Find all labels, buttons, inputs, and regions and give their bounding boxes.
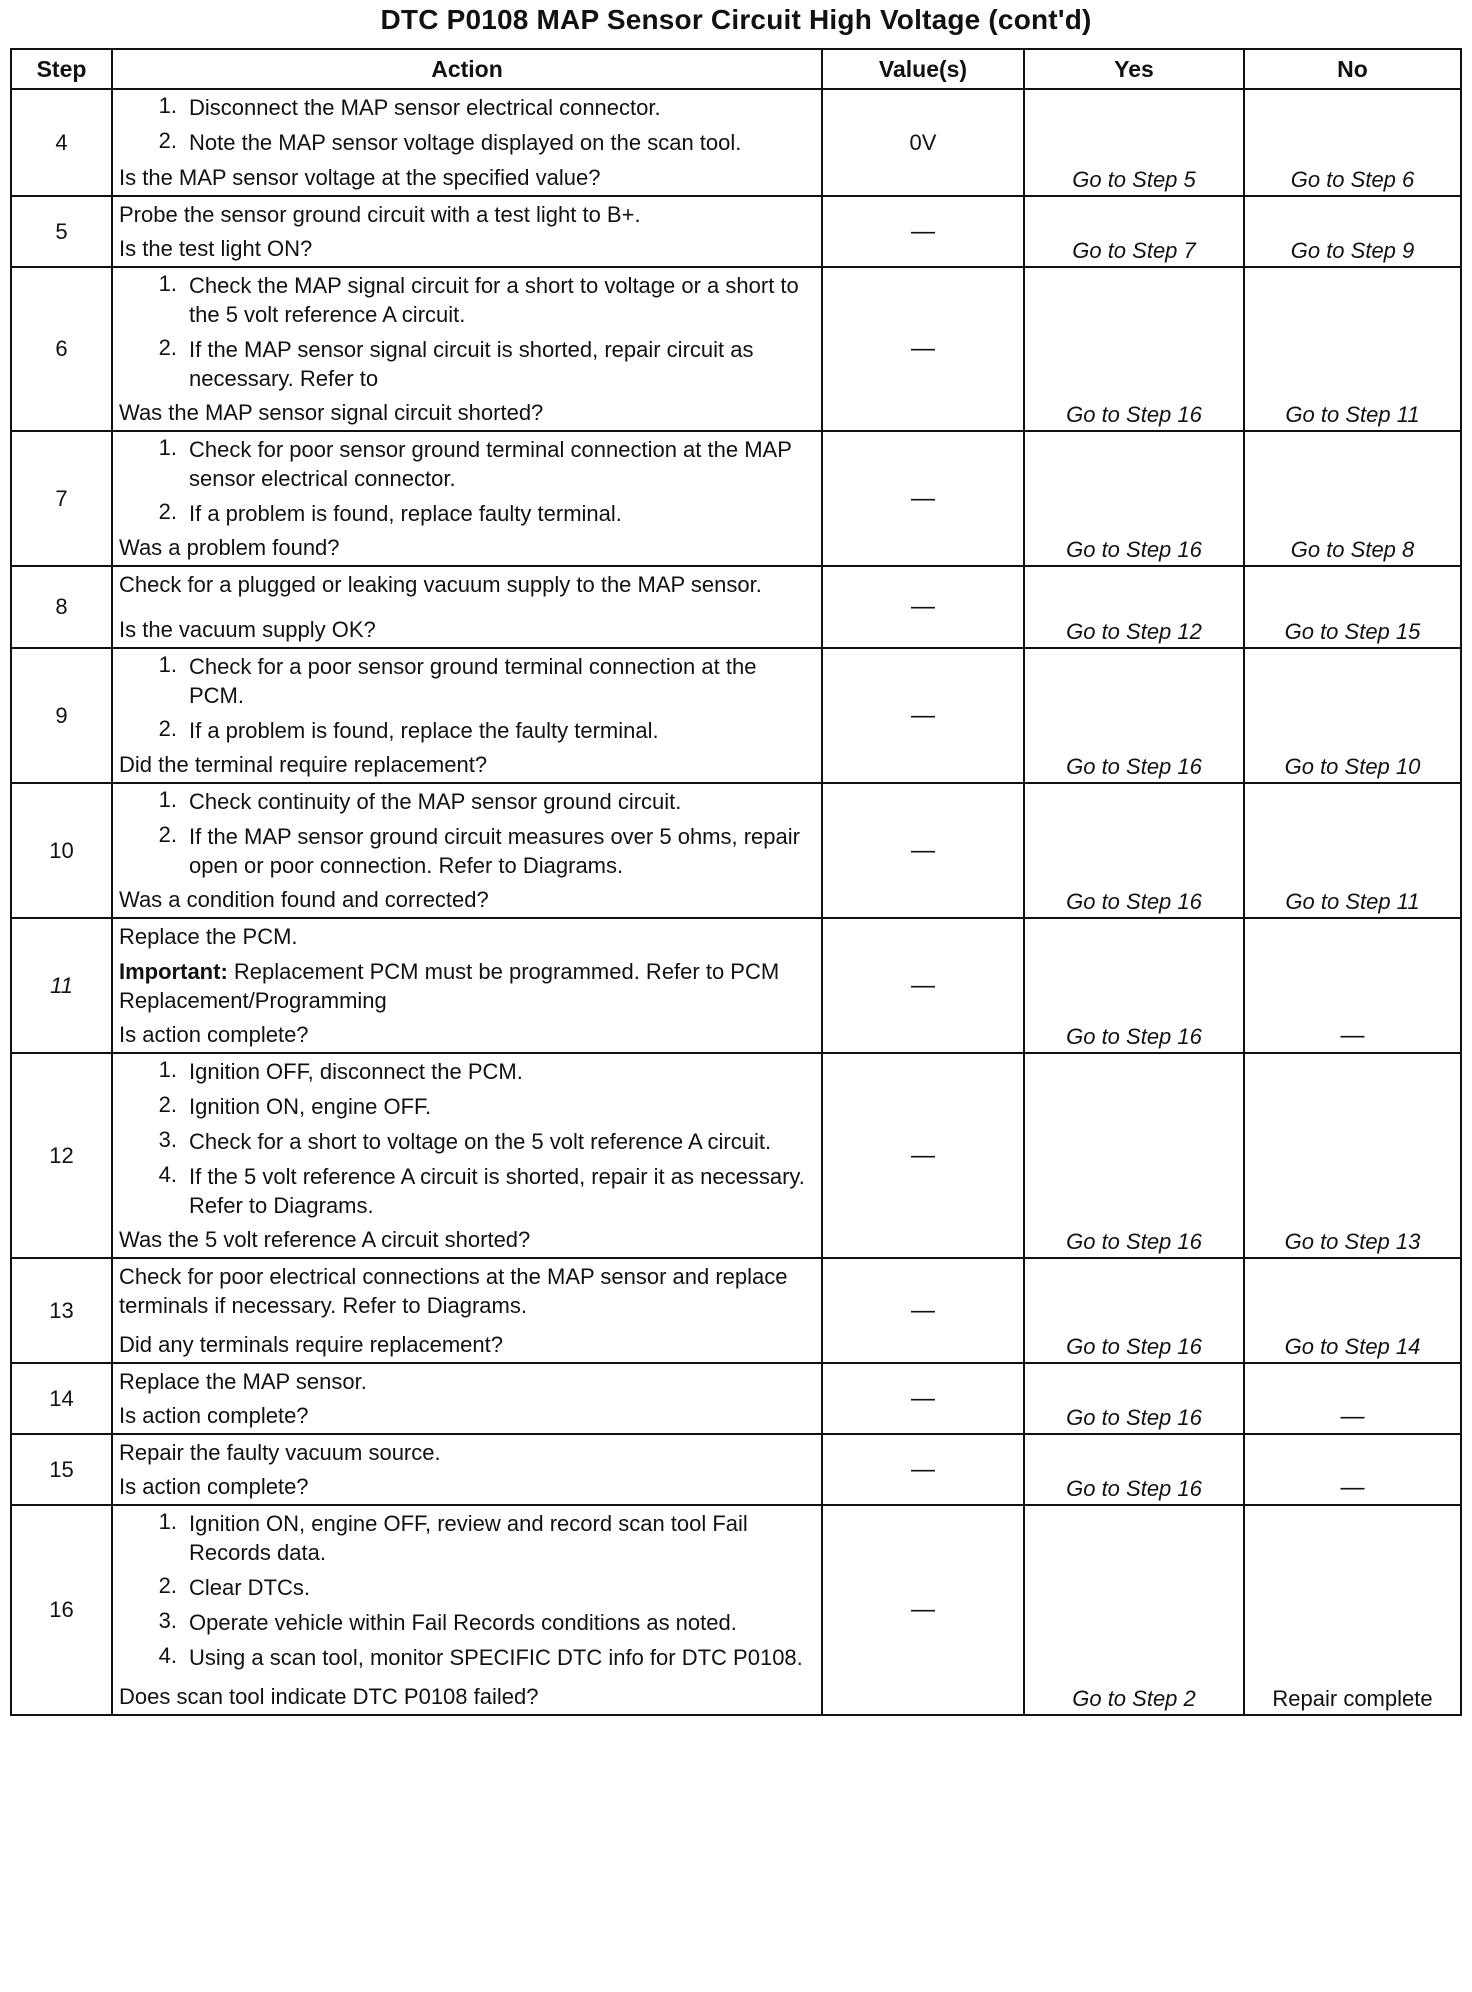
item-text: If the 5 volt reference A circuit is shorted, repair it as necessary. Refer to Diagrams.: [189, 1164, 805, 1218]
action-step-item: [119, 128, 815, 157]
item-number: 1.: [158, 652, 177, 677]
action-question: Did any terminals require replacement?: [119, 1332, 503, 1357]
value-cell: —: [822, 648, 1024, 783]
action-cell: [112, 1505, 822, 1715]
diagnostic-table: [10, 48, 1462, 1716]
yes-cell: Go to Step 7: [1024, 196, 1244, 267]
step-number: 11: [11, 918, 112, 1053]
action-text: Check for a plugged or leaking vacuum supply to the MAP sensor.: [119, 572, 762, 597]
item-number: 1.: [158, 1057, 177, 1082]
item-number: 2.: [158, 128, 177, 153]
item-text: Disconnect the MAP sensor electrical connector.: [189, 95, 661, 120]
header-row: [11, 49, 1461, 89]
header-action: Action: [112, 49, 822, 89]
item-number: 1.: [158, 787, 177, 812]
no-cell: Go to Step 9: [1244, 196, 1461, 267]
item-text: If a problem is found, replace the faulty terminal.: [189, 718, 659, 743]
important-note: [119, 957, 815, 1015]
item-text: Note the MAP sensor voltage displayed on the scan tool.: [189, 130, 742, 155]
header-yes: Yes: [1024, 49, 1244, 89]
table-row: [11, 918, 1461, 1053]
action-step-item: [119, 822, 815, 880]
yes-cell: Go to Step 16: [1024, 431, 1244, 566]
step-number: 16: [11, 1505, 112, 1715]
item-number: 2.: [158, 335, 177, 360]
item-number: 2.: [158, 822, 177, 847]
yes-cell: Go to Step 16: [1024, 648, 1244, 783]
yes-cell: Go to Step 2: [1024, 1505, 1244, 1715]
action-step-item: [119, 93, 815, 122]
table-row: [11, 267, 1461, 431]
no-cell: —: [1244, 918, 1461, 1053]
table-row: [11, 196, 1461, 267]
yes-cell: Go to Step 16: [1024, 1053, 1244, 1258]
item-number: 2.: [158, 1573, 177, 1598]
no-cell: Go to Step 11: [1244, 783, 1461, 918]
step-number: 13: [11, 1258, 112, 1363]
table-row: [11, 431, 1461, 566]
table-row: [11, 1434, 1461, 1505]
action-text: Repair the faulty vacuum source.: [119, 1440, 441, 1465]
yes-cell: Go to Step 16: [1024, 267, 1244, 431]
action-question: Was a condition found and corrected?: [119, 887, 489, 912]
action-step-item: [119, 1573, 815, 1602]
no-cell: Go to Step 13: [1244, 1053, 1461, 1258]
no-cell: Go to Step 11: [1244, 267, 1461, 431]
action-question: Was a problem found?: [119, 535, 340, 560]
step-number: 14: [11, 1363, 112, 1434]
action-question: Was the 5 volt reference A circuit shorted?: [119, 1227, 531, 1252]
item-number: 2.: [158, 499, 177, 524]
action-question: Was the MAP sensor signal circuit shorted?: [119, 400, 544, 425]
item-number: 2.: [158, 1092, 177, 1117]
table-row: [11, 648, 1461, 783]
action-question: Is the vacuum supply OK?: [119, 617, 376, 642]
item-number: 1.: [158, 1509, 177, 1534]
action-step-item: [119, 435, 815, 493]
item-text: Ignition ON, engine OFF, review and record scan tool Fail Records data.: [189, 1511, 748, 1565]
action-step-item: [119, 271, 815, 329]
no-cell: —: [1244, 1434, 1461, 1505]
action-cell: [112, 1434, 822, 1505]
important-label: Important:: [119, 959, 228, 984]
action-cell: [112, 1363, 822, 1434]
yes-cell: Go to Step 16: [1024, 1258, 1244, 1363]
item-text: Operate vehicle within Fail Records conditions as noted.: [189, 1610, 737, 1635]
item-number: 1.: [158, 93, 177, 118]
item-text: Check for poor sensor ground terminal connection at the MAP sensor electrical connector.: [189, 437, 792, 491]
value-cell: —: [822, 431, 1024, 566]
step-number: 8: [11, 566, 112, 648]
no-cell: Go to Step 8: [1244, 431, 1461, 566]
step-number: 6: [11, 267, 112, 431]
action-step-item: [119, 1643, 815, 1672]
item-number: 3.: [158, 1608, 177, 1633]
action-cell: [112, 1053, 822, 1258]
item-text: Ignition OFF, disconnect the PCM.: [189, 1059, 523, 1084]
item-text: Check for a poor sensor ground terminal connection at the PCM.: [189, 654, 757, 708]
value-cell: —: [822, 1505, 1024, 1715]
action-step-item: [119, 1057, 815, 1086]
item-text: If the MAP sensor signal circuit is shorted, repair circuit as necessary. Refer to: [189, 337, 754, 391]
yes-cell: Go to Step 16: [1024, 1363, 1244, 1434]
action-cell: [112, 196, 822, 267]
step-number: 9: [11, 648, 112, 783]
value-cell: —: [822, 918, 1024, 1053]
value-cell: —: [822, 1258, 1024, 1363]
item-text: Check continuity of the MAP sensor ground circuit.: [189, 789, 682, 814]
no-cell: Repair complete: [1244, 1505, 1461, 1715]
step-number: 7: [11, 431, 112, 566]
value-cell: —: [822, 1363, 1024, 1434]
action-question: Is action complete?: [119, 1474, 309, 1499]
action-step-item: [119, 1162, 815, 1220]
item-number: 4.: [158, 1162, 177, 1187]
value-cell: —: [822, 566, 1024, 648]
action-cell: [112, 566, 822, 648]
no-cell: Go to Step 15: [1244, 566, 1461, 648]
no-cell: Go to Step 14: [1244, 1258, 1461, 1363]
important-text: Replacement PCM must be programmed. Refer to PCM Replacement/Programming: [119, 959, 780, 1013]
action-question: Is action complete?: [119, 1022, 309, 1047]
action-step-item: [119, 652, 815, 710]
yes-cell: Go to Step 12: [1024, 566, 1244, 648]
yes-cell: Go to Step 5: [1024, 89, 1244, 196]
table-row: [11, 566, 1461, 648]
header-no: No: [1244, 49, 1461, 89]
item-text: Ignition ON, engine OFF.: [189, 1094, 432, 1119]
step-number: 5: [11, 196, 112, 267]
action-text: Check for poor electrical connections at the MAP sensor and replace terminals if necessary. Refer to Diagrams.: [119, 1264, 788, 1318]
action-step-item: [119, 1509, 815, 1567]
yes-cell: Go to Step 16: [1024, 1434, 1244, 1505]
action-step-item: [119, 499, 815, 528]
yes-cell: Go to Step 16: [1024, 918, 1244, 1053]
action-step-item: [119, 787, 815, 816]
item-text: Clear DTCs.: [189, 1575, 311, 1600]
value-cell: —: [822, 1434, 1024, 1505]
item-text: Check the MAP signal circuit for a short to voltage or a short to the 5 volt reference A circuit.: [189, 273, 799, 327]
no-cell: Go to Step 6: [1244, 89, 1461, 196]
value-cell: —: [822, 1053, 1024, 1258]
value-cell: 0V: [822, 89, 1024, 196]
step-number: 12: [11, 1053, 112, 1258]
action-cell: [112, 648, 822, 783]
action-question: Did the terminal require replacement?: [119, 752, 488, 777]
yes-cell: Go to Step 16: [1024, 783, 1244, 918]
item-text: If a problem is found, replace faulty terminal.: [189, 501, 622, 526]
action-cell: [112, 431, 822, 566]
action-text: Probe the sensor ground circuit with a test light to B+.: [119, 202, 641, 227]
table-row: [11, 89, 1461, 196]
page-title: DTC P0108 MAP Sensor Circuit High Voltage (cont'd): [380, 4, 1092, 35]
action-cell: [112, 267, 822, 431]
action-step-item: [119, 1092, 815, 1121]
action-question: Does scan tool indicate DTC P0108 failed?: [119, 1684, 539, 1709]
value-cell: —: [822, 196, 1024, 267]
step-number: 10: [11, 783, 112, 918]
item-number: 4.: [158, 1643, 177, 1668]
table-row: [11, 1053, 1461, 1258]
table-row: [11, 783, 1461, 918]
action-text: Replace the PCM.: [119, 924, 298, 949]
header-values: Value(s): [822, 49, 1024, 89]
table-row: [11, 1258, 1461, 1363]
item-text: Check for a short to voltage on the 5 volt reference A circuit.: [189, 1129, 772, 1154]
action-question: Is action complete?: [119, 1403, 309, 1428]
action-question: Is the test light ON?: [119, 236, 313, 261]
value-cell: —: [822, 783, 1024, 918]
item-number: 3.: [158, 1127, 177, 1152]
action-step-item: [119, 716, 815, 745]
item-number: 1.: [158, 435, 177, 460]
item-number: 1.: [158, 271, 177, 296]
action-cell: [112, 918, 822, 1053]
table-row: [11, 1363, 1461, 1434]
no-cell: —: [1244, 1363, 1461, 1434]
item-text: If the MAP sensor ground circuit measures over 5 ohms, repair open or poor connection. Refer to Diagrams.: [189, 824, 800, 878]
action-question: Is the MAP sensor voltage at the specified value?: [119, 165, 601, 190]
table-row: [11, 1505, 1461, 1715]
action-text: Replace the MAP sensor.: [119, 1369, 367, 1394]
no-cell: Go to Step 10: [1244, 648, 1461, 783]
action-step-item: [119, 1127, 815, 1156]
value-cell: —: [822, 267, 1024, 431]
action-cell: [112, 783, 822, 918]
header-step: Step: [11, 49, 112, 89]
action-step-item: [119, 335, 815, 393]
action-cell: [112, 1258, 822, 1363]
action-cell: [112, 89, 822, 196]
item-number: 2.: [158, 716, 177, 741]
item-text: Using a scan tool, monitor SPECIFIC DTC info for DTC P0108.: [189, 1645, 803, 1670]
action-step-item: [119, 1608, 815, 1637]
step-number: 4: [11, 89, 112, 196]
step-number: 15: [11, 1434, 112, 1505]
